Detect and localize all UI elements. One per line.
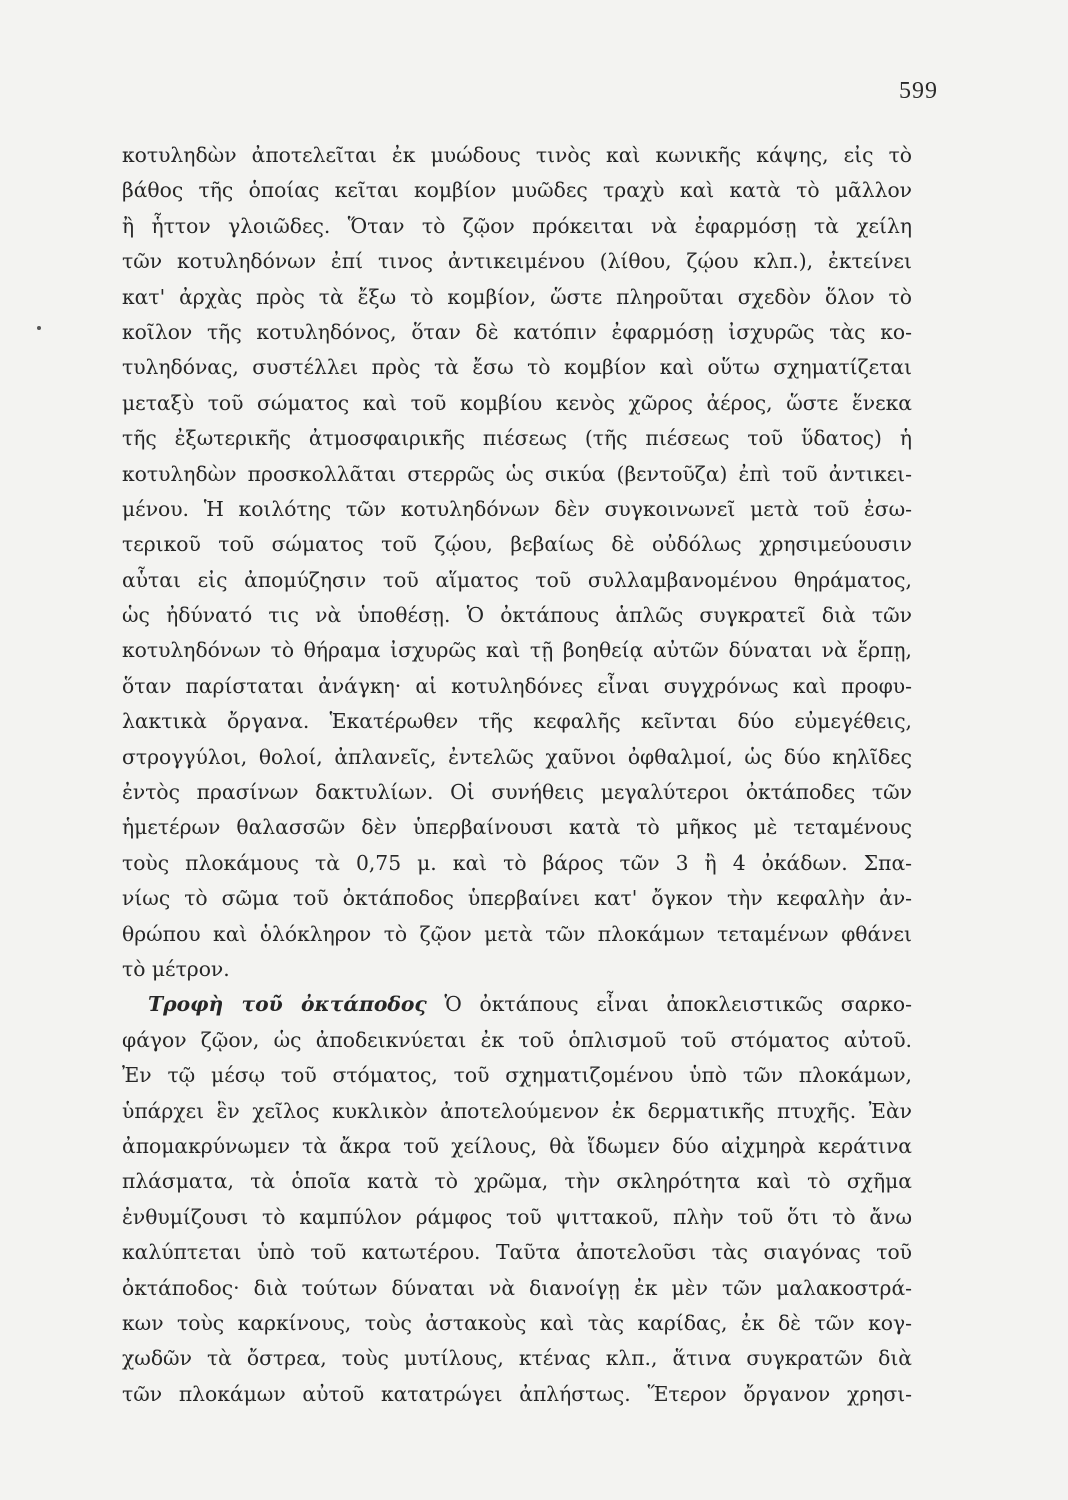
text-line: βάθος τῆς ὁποίας κεῖται κομβίον μυῶδες τραχὺ καὶ κατὰ τὸ μᾶλλον [122, 178, 912, 203]
page-number: 599 [899, 78, 938, 104]
text-line: νίως τὸ σῶμα τοῦ ὀκτάποδος ὑπερβαίνει κατ' ὄγκον τὴν κεφαλὴν ἀν- [122, 886, 912, 911]
text-line: φάγον ζῷον, ὡς ἀποδεικνύεται ἐκ τοῦ ὁπλισμοῦ τοῦ στόματος αὐτοῦ. [122, 1027, 912, 1052]
text-line: κων τοὺς καρκίνους, τοὺς ἀστακοὺς καὶ τὰς καρίδας, ἐκ δὲ τῶν κογ- [122, 1310, 912, 1335]
text-line: κοτυληδόνων τὸ θήραμα ἰσχυρῶς καὶ τῇ βοηθείᾳ αὐτῶν δύναται νὰ ἕρπῃ, [122, 638, 912, 663]
margin-dot [37, 326, 41, 330]
text-line: τυληδόνας, συστέλλει πρὸς τὰ ἔσω τὸ κομβίον καὶ οὕτω σχηματίζεται [122, 355, 912, 380]
section-first-line-text: Ὁ ὀκτάπους εἶναι ἀποκλειστικῶς σαρκο- [426, 992, 912, 1017]
body-text [122, 138, 912, 1412]
text-line: ἐνθυμίζουσι τὸ καμπύλον ράμφος τοῦ ψιττακοῦ, πλὴν τοῦ ὅτι τὸ ἄνω [122, 1204, 912, 1229]
section-heading: Τροφὴ τοῦ ὀκτάποδος [148, 992, 427, 1017]
text-line: καλύπτεται ὑπὸ τοῦ κατωτέρου. Ταῦτα ἀποτελοῦσι τὰς σιαγόνας τοῦ [122, 1240, 912, 1265]
text-line: ὡς ἠδύνατό τις νὰ ὑποθέσῃ. Ὁ ὀκτάπους ἁπλῶς συγκρατεῖ διὰ τῶν [122, 603, 912, 628]
text-line: ὅταν παρίσταται ἀνάγκη· αἱ κοτυληδόνες εἶναι συγχρόνως καὶ προφυ- [122, 673, 912, 698]
text-line: ὑπάρχει ἓν χεῖλος κυκλικὸν ἀποτελούμενον ἐκ δερματικῆς πτυχῆς. Ἐὰν [122, 1098, 912, 1123]
text-line: στρογγύλοι, θολοί, ἀπλανεῖς, ἐντελῶς χαῦνοι ὀφθαλμοί, ὡς δύο κηλῖδες [122, 744, 912, 769]
text-line: λακτικὰ ὄργανα. Ἑκατέρωθεν τῆς κεφαλῆς κεῖνται δύο εὐμεγέθεις, [122, 709, 912, 734]
text-line: κατ' ἀρχὰς πρὸς τὰ ἔξω τὸ κομβίον, ὥστε πληροῦται σχεδὸν ὅλον τὸ [122, 284, 912, 309]
text-line: κοτυληδὼν ἀποτελεῖται ἐκ μυώδους τινὸς καὶ κωνικῆς κάψης, εἰς τὸ [122, 143, 912, 167]
text-line-last: τὸ μέτρον. [122, 956, 230, 981]
text-line: τῶν πλοκάμων αὐτοῦ κατατρώγει ἀπλήστως. Ἕτερον ὄργανον χρησι- [122, 1381, 912, 1406]
text-line: ἡμετέρων θαλασσῶν δὲν ὑπερβαίνουσι κατὰ τὸ μῆκος μὲ τεταμένους [122, 815, 912, 840]
text-line: ἀπομακρύνωμεν τὰ ἄκρα τοῦ χείλους, θὰ ἴδωμεν δύο αἰχμηρὰ κεράτινα [122, 1133, 912, 1158]
text-line: χωδῶν τὰ ὄστρεα, τοὺς μυτίλους, κτένας κλπ., ἅτινα συγκρατῶν διὰ [122, 1346, 912, 1371]
text-line: τῆς ἐξωτερικῆς ἀτμοσφαιρικῆς πιέσεως (τῆς πιέσεως τοῦ ὕδατος) ἡ [122, 426, 912, 451]
text-line: μεταξὺ τοῦ σώματος καὶ τοῦ κομβίου κενὸς χῶρος ἀέρος, ὥστε ἕνεκα [122, 390, 912, 415]
text-line: τερικοῦ τοῦ σώματος τοῦ ζῴου, βεβαίως δὲ οὐδόλως χρησιμεύουσιν [122, 532, 912, 557]
text-line: κοτυληδὼν προσκολλᾶται στερρῶς ὡς σικύα (βεντοῦζα) ἐπὶ τοῦ ἀντικει- [122, 461, 912, 486]
text-line: θρώπου καὶ ὁλόκληρον τὸ ζῷον μετὰ τῶν πλοκάμων τεταμένων φθάνει [122, 921, 912, 946]
text-line: ἐντὸς πρασίνων δακτυλίων. Οἱ συνήθεις μεγαλύτεροι ὀκτάποδες τῶν [122, 780, 912, 805]
text-line: αὗται εἰς ἀπομύζησιν τοῦ αἵματος τοῦ συλλαμβανομένου θηράματος, [122, 567, 912, 592]
text-line: ἢ ἧττον γλοιῶδες. Ὅταν τὸ ζῷον πρόκειται νὰ ἐφαρμόσῃ τὰ χείλη [122, 213, 912, 238]
text-line: τοὺς πλοκάμους τὰ 0,75 μ. καὶ τὸ βάρος τῶν 3 ἢ 4 ὀκάδων. Σπα- [122, 850, 912, 875]
text-line: τῶν κοτυληδόνων ἐπί τινος ἀντικειμένου (λίθου, ζῴου κλπ.), ἐκτείνει [122, 249, 912, 274]
text-line: ὀκτάποδος· διὰ τούτων δύναται νὰ διανοίγῃ ἐκ μὲν τῶν μαλακοστρά- [122, 1275, 912, 1300]
text-line: κοῖλον τῆς κοτυληδόνος, ὅταν δὲ κατόπιν ἐφαρμόσῃ ἰσχυρῶς τὰς κο- [122, 319, 912, 344]
text-line: Ἐν τῷ μέσῳ τοῦ στόματος, τοῦ σχηματιζομένου ὑπὸ τῶν πλοκάμων, [122, 1063, 912, 1088]
text-line: μένου. Ἡ κοιλότης τῶν κοτυληδόνων δὲν συγκοινωνεῖ μετὰ τοῦ ἐσω- [122, 496, 912, 521]
section-first-line [122, 987, 912, 1022]
text-line: πλάσματα, τὰ ὁποῖα κατὰ τὸ χρῶμα, τὴν σκληρότητα καὶ τὸ σχῆμα [122, 1169, 912, 1194]
